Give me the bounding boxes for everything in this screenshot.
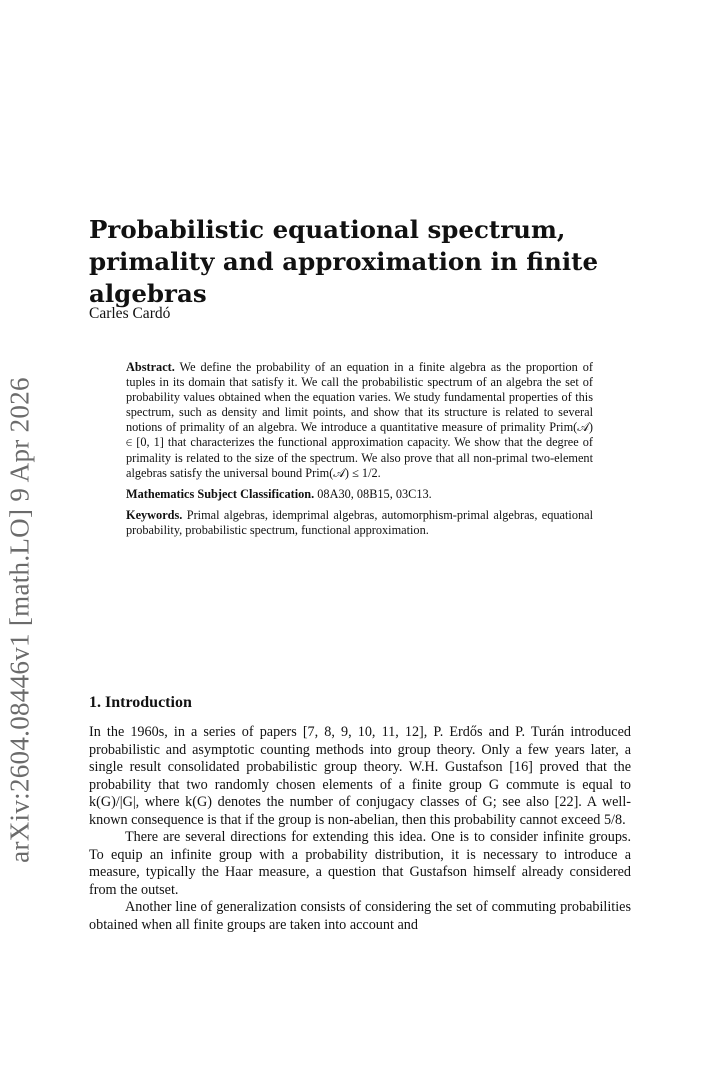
abstract-label: Abstract. [126,360,175,374]
introduction-body [89,724,631,934]
abstract-block [126,360,593,544]
author-name: Carles Cardó [89,305,171,322]
body-paragraph-3: Another line of generalization consists of considering the set of commuting probabilities obtained when all finite groups are taken into account and [89,899,631,933]
keywords-label: Keywords. [126,507,183,522]
arxiv-identifier-text: arXiv:2604.08446v1 [math.LO] 9 Apr 2026 [4,377,35,863]
abstract-text: We define the probability of an equation in a finite algebra as the proportion of tuples in its domain that satisfy it. We call the probabilistic spectrum of an algebra the set of probability values obtained when the equation varies. We study fundamental properties of this spectrum, such as density and limit points, and show that its structure is related to several notions of primality of an algebra. We introduce a quantitative measure of primality Prim(𝒜) ∈ [0, 1] that characterizes the functional approximation capacity. We show that the degree of primality is related to the size of the spectrum. We also prove that all non-primal two-element algebras satisfy the universal bound Prim(𝒜) ≤ 1/2. [126,360,593,480]
msc-text: 08A30, 08B15, 03C13. [317,486,432,501]
msc-label: Mathematics Subject Classification. [126,486,315,501]
body-paragraph-1: In the 1960s, in a series of papers [7, 8, 9, 10, 11, 12], P. Erdős and P. Turán introduced probabilistic and asymptotic counting methods into group theory. Only a few years later, a single result consolidated probabilistic group theory. W.H. Gustafson [16] proved that the probability that two randomly chosen elements of a finite group G commute is equal to k(G)/|G|, where k(G) denotes the number of conjugacy classes of G; see also [22]. A well-known consequence is that if the group is non-abelian, then this probability cannot exceed 5/8. [89,724,631,828]
section-heading: 1. Introduction [89,694,192,711]
keywords-paragraph [126,508,593,538]
abstract-paragraph [126,360,593,481]
paper-title: Probabilistic equational spectrum, primality and approximation in finite algebras [89,215,599,308]
msc-paragraph [126,487,593,502]
keywords-text: Primal algebras, idemprimal algebras, automorphism-primal algebras, equational probability, probabilistic spectrum, functional approximation. [126,507,593,537]
body-paragraph-2: There are several directions for extending this idea. One is to consider infinite groups. To equip an infinite group with a probability distribution, it is necessary to introduce a measure, typically the Haar measure, a question that Gustafson himself already considered from the outset. [89,829,631,898]
